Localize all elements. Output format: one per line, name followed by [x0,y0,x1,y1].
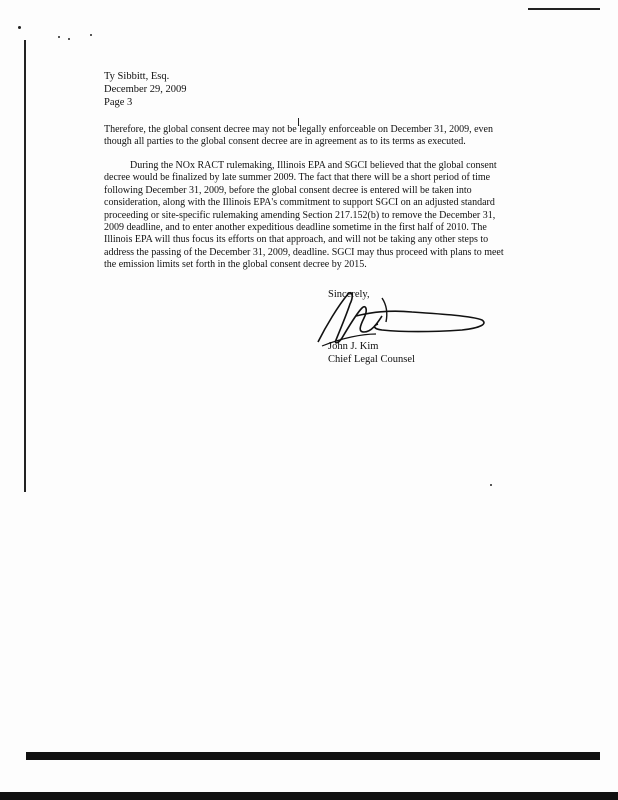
scan-speck [18,26,21,29]
signer-name: John J. Kim [328,341,379,352]
scan-speck [68,38,70,40]
letter-header [104,70,187,109]
scan-edge-left [24,40,26,492]
scan-speck [58,36,60,38]
scan-speck [490,484,492,486]
page-number: Page 3 [104,97,133,108]
recipient-name: Ty Sibbitt, Esq. [104,71,170,82]
scan-band-footer [0,792,618,800]
signer-title: Chief Legal Counsel [328,354,415,365]
paragraph-2: During the NOx RACT rulemaking, Illinois EPA and SGCI believed that the global consent decree would be finalized by late summer 2009. The fact that there will be a short period of time following December 31, 2009, before the global consent decree is entered will be taken into consideration, along with the Illinois EPA's commitment to support SGCI on an adjusted standard proceeding or site-specific rulemaking amending Section 217.152(b) to remove the December 31, 2009 deadline, and to enter another expeditious deadline sometime in the first half of 2010. The Illinois EPA will thus focus its efforts on that approach, and will not be taking any other steps to address the passing of the December 31, 2009, deadline. SGCI may thus proceed with plans to meet the emission limits set forth in the global consent decree by 2015. [104,160,504,271]
scan-speck [90,34,92,36]
scan-band-bottom [26,752,600,760]
scan-mark-top-right [528,8,600,10]
closing-salutation: Sincerely, [328,289,370,300]
paragraph-1: Therefore, the global consent decree may not be legally enforceable on December 31, 2009, even though all parties to the global consent decree are in agreement as to its terms as executed. [104,124,493,148]
letter-date: December 29, 2009 [104,84,187,95]
signature-block [328,340,415,366]
